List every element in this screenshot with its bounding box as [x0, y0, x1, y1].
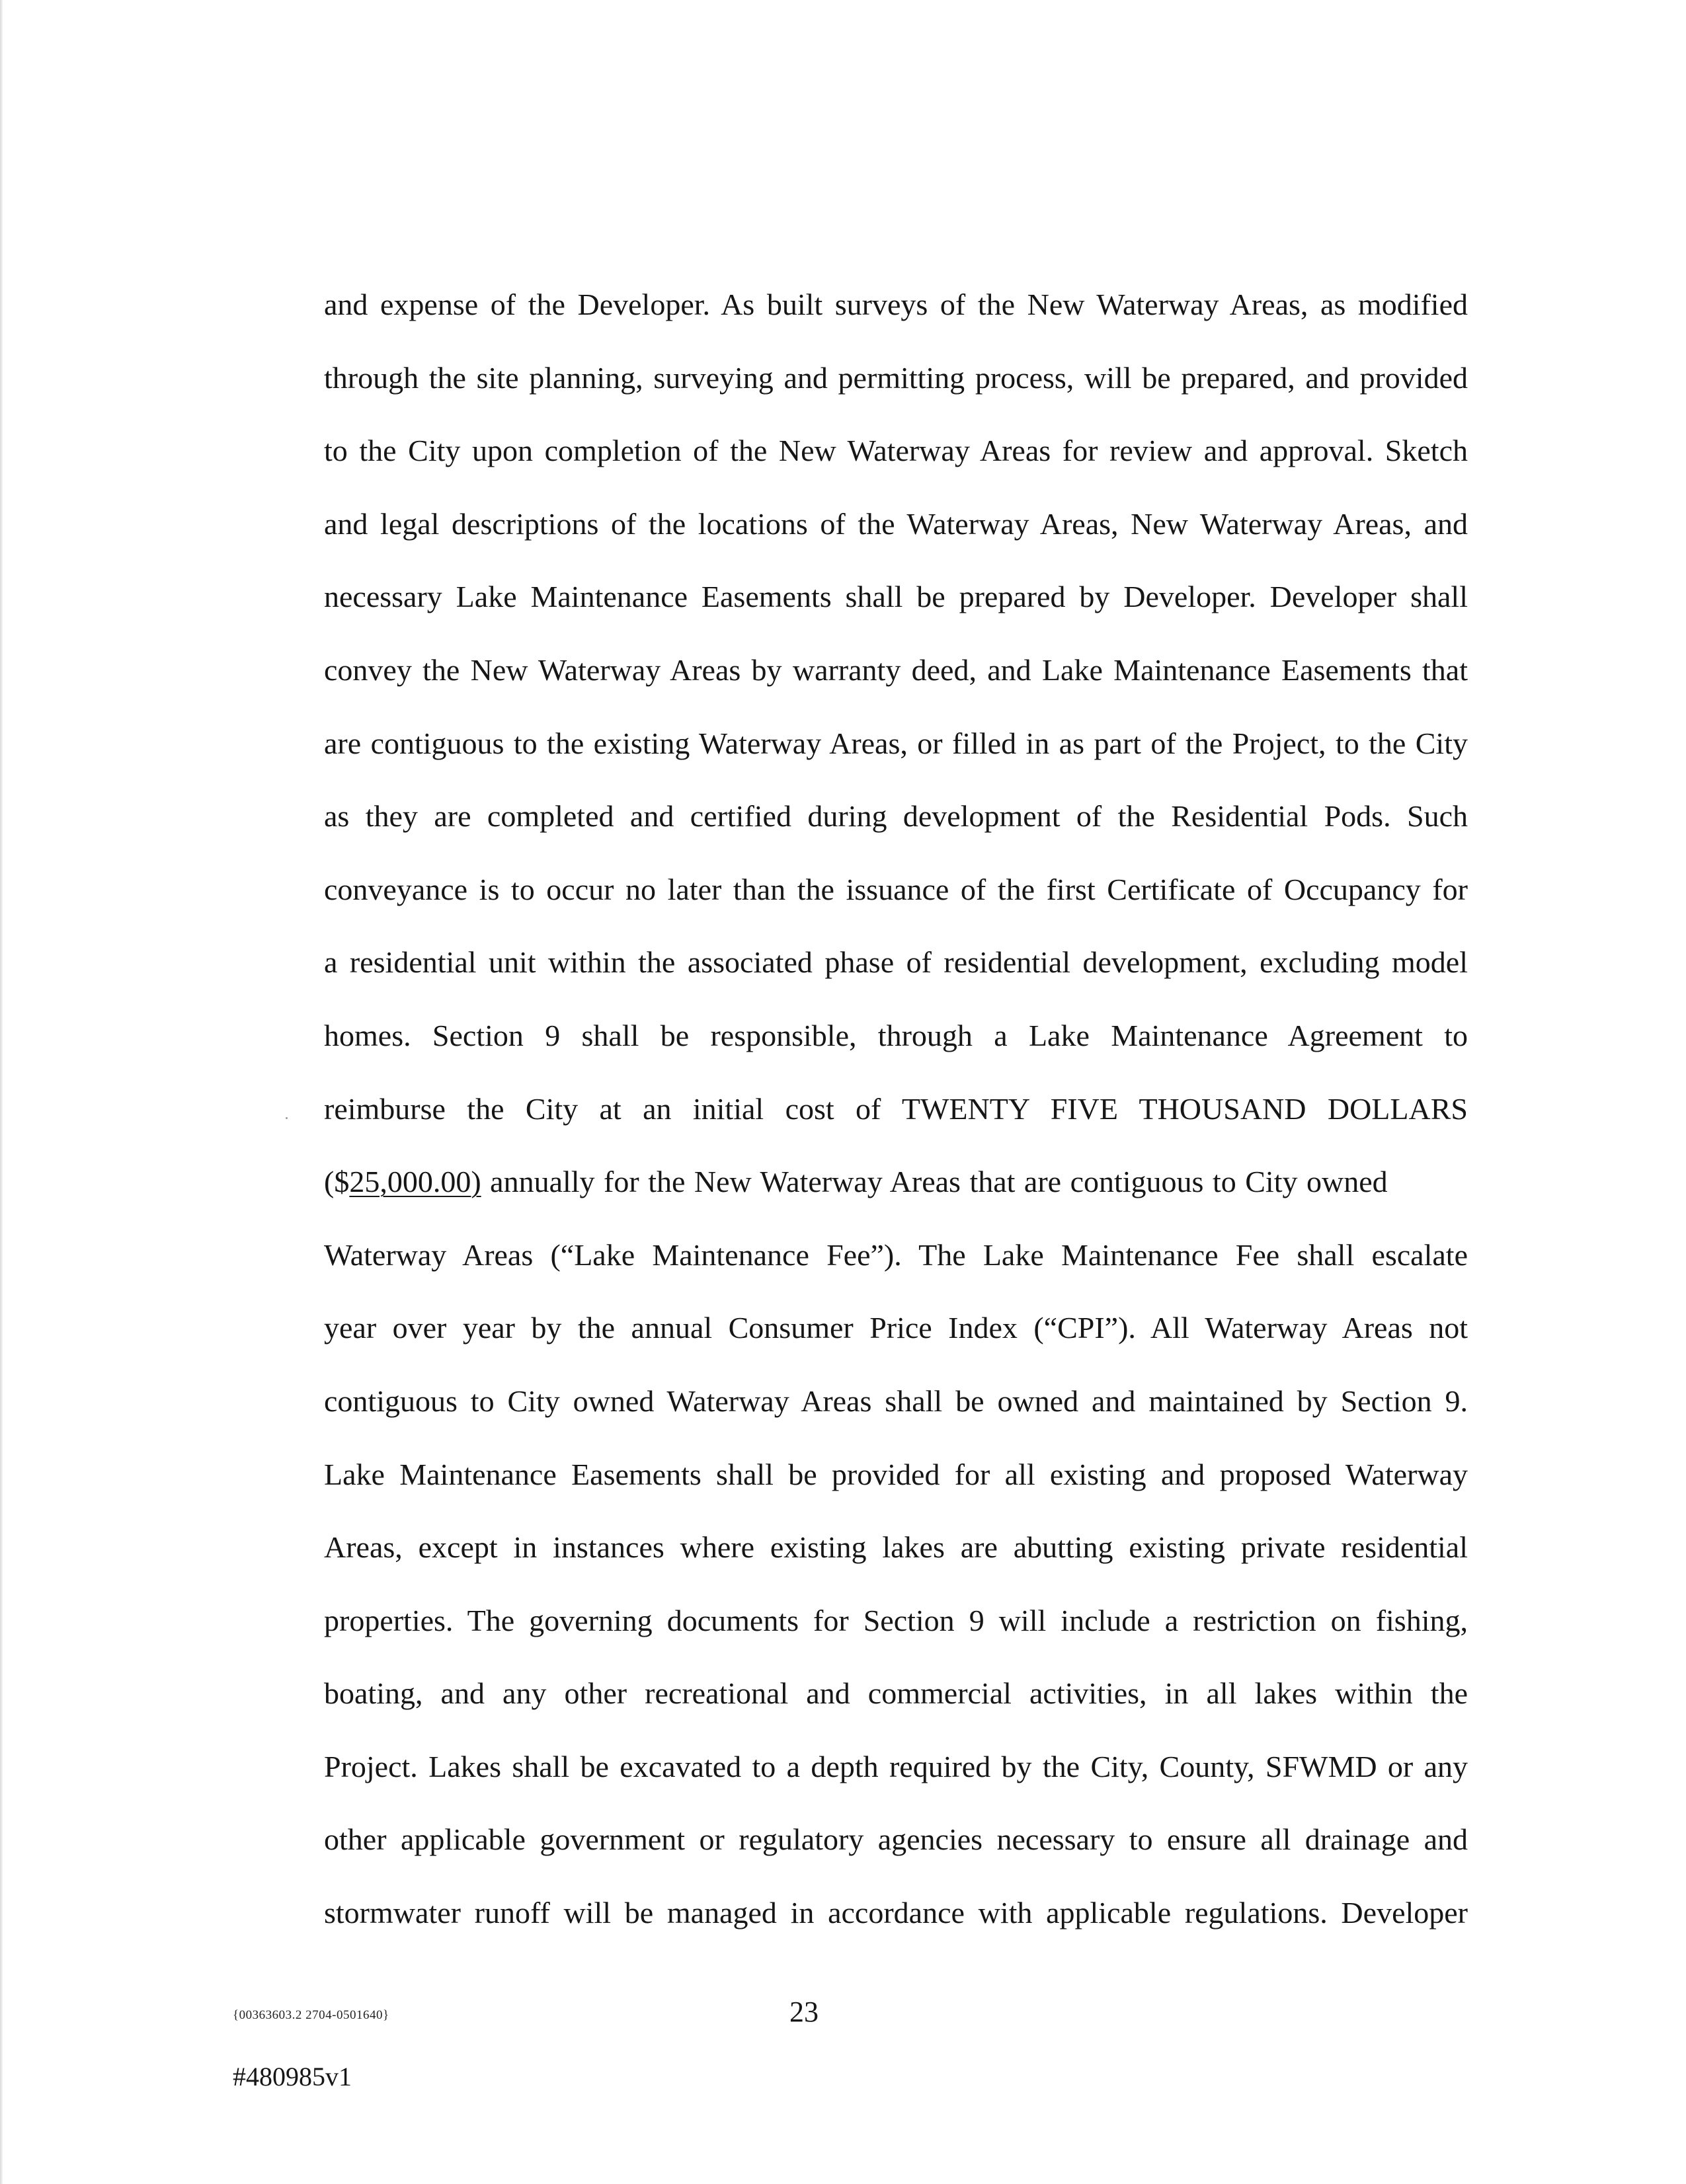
text-line: stormwater runoff will be managed in accordance with applicable regulations. Developer: [324, 1896, 1468, 1930]
body-paragraph: [324, 282, 1468, 1963]
text-line: are contiguous to the existing Waterway Areas, or filled in as part of the Project, to the City: [324, 726, 1468, 760]
scan-edge: [0, 0, 3, 2184]
text-line: convey the New Waterway Areas by warranty deed, and Lake Maintenance Easements that: [324, 652, 1468, 687]
text-line: homes. Section 9 shall be responsible, through a Lake Maintenance Agreement to: [324, 1018, 1468, 1052]
amount-line: [324, 1159, 1468, 1232]
amount-suffix: annually for the New Waterway Areas that are contiguous to City owned: [481, 1165, 1388, 1199]
text-line: Waterway Areas (“Lake Maintenance Fee”). The Lake Maintenance Fee shall escalate: [324, 1237, 1468, 1272]
text-line: through the site planning, surveying and permitting process, will be prepared, and provided: [324, 360, 1468, 395]
text-line: a residential unit within the associated phase of residential development, excluding model: [324, 945, 1468, 980]
text-line: necessary Lake Maintenance Easements shall be prepared by Developer. Developer shall: [324, 580, 1468, 614]
text-line: other applicable government or regulatory agencies necessary to ensure all drainage and: [324, 1822, 1468, 1857]
text-line: boating, and any other recreational and commercial activities, in all lakes within the: [324, 1676, 1468, 1711]
text-line: as they are completed and certified during development of the Residential Pods. Such: [324, 799, 1468, 834]
text-line: Areas, except in instances where existing lakes are abutting existing private residential: [324, 1530, 1468, 1565]
text-line: Lake Maintenance Easements shall be provided for all existing and proposed Waterway: [324, 1457, 1468, 1491]
text-line: conveyance is to occur no later than the issuance of the first Certificate of Occupancy for: [324, 872, 1468, 906]
text-line: year over year by the annual Consumer Price Index (“CPI”). All Waterway Areas not: [324, 1311, 1468, 1345]
text-line: properties. The governing documents for Section 9 will include a restriction on fishing,: [324, 1603, 1468, 1637]
text-line: Project. Lakes shall be excavated to a depth required by the City, County, SFWMD or any: [324, 1749, 1468, 1783]
scan-speck: [286, 1117, 288, 1119]
text-line: contiguous to City owned Waterway Areas shall be owned and maintained by Section 9.: [324, 1384, 1468, 1418]
document-id: {00363603.2 2704-0501640}: [233, 2008, 389, 2022]
amount-prefix: ($: [324, 1165, 350, 1199]
page-number: 23: [789, 1996, 819, 2028]
text-line: and expense of the Developer. As built surveys of the New Waterway Areas, as modified: [324, 288, 1468, 321]
text-line: and legal descriptions of the locations of the Waterway Areas, New Waterway Areas, and: [324, 506, 1468, 541]
amount-underlined: 25,000.00): [349, 1165, 481, 1199]
text-line: reimburse the City at an initial cost of TWENTY FIVE THOUSAND DOLLARS: [324, 1091, 1468, 1126]
text-line: to the City upon completion of the New Waterway Areas for review and approval. Sketch: [324, 434, 1468, 468]
version-tag: #480985v1: [233, 2062, 352, 2091]
